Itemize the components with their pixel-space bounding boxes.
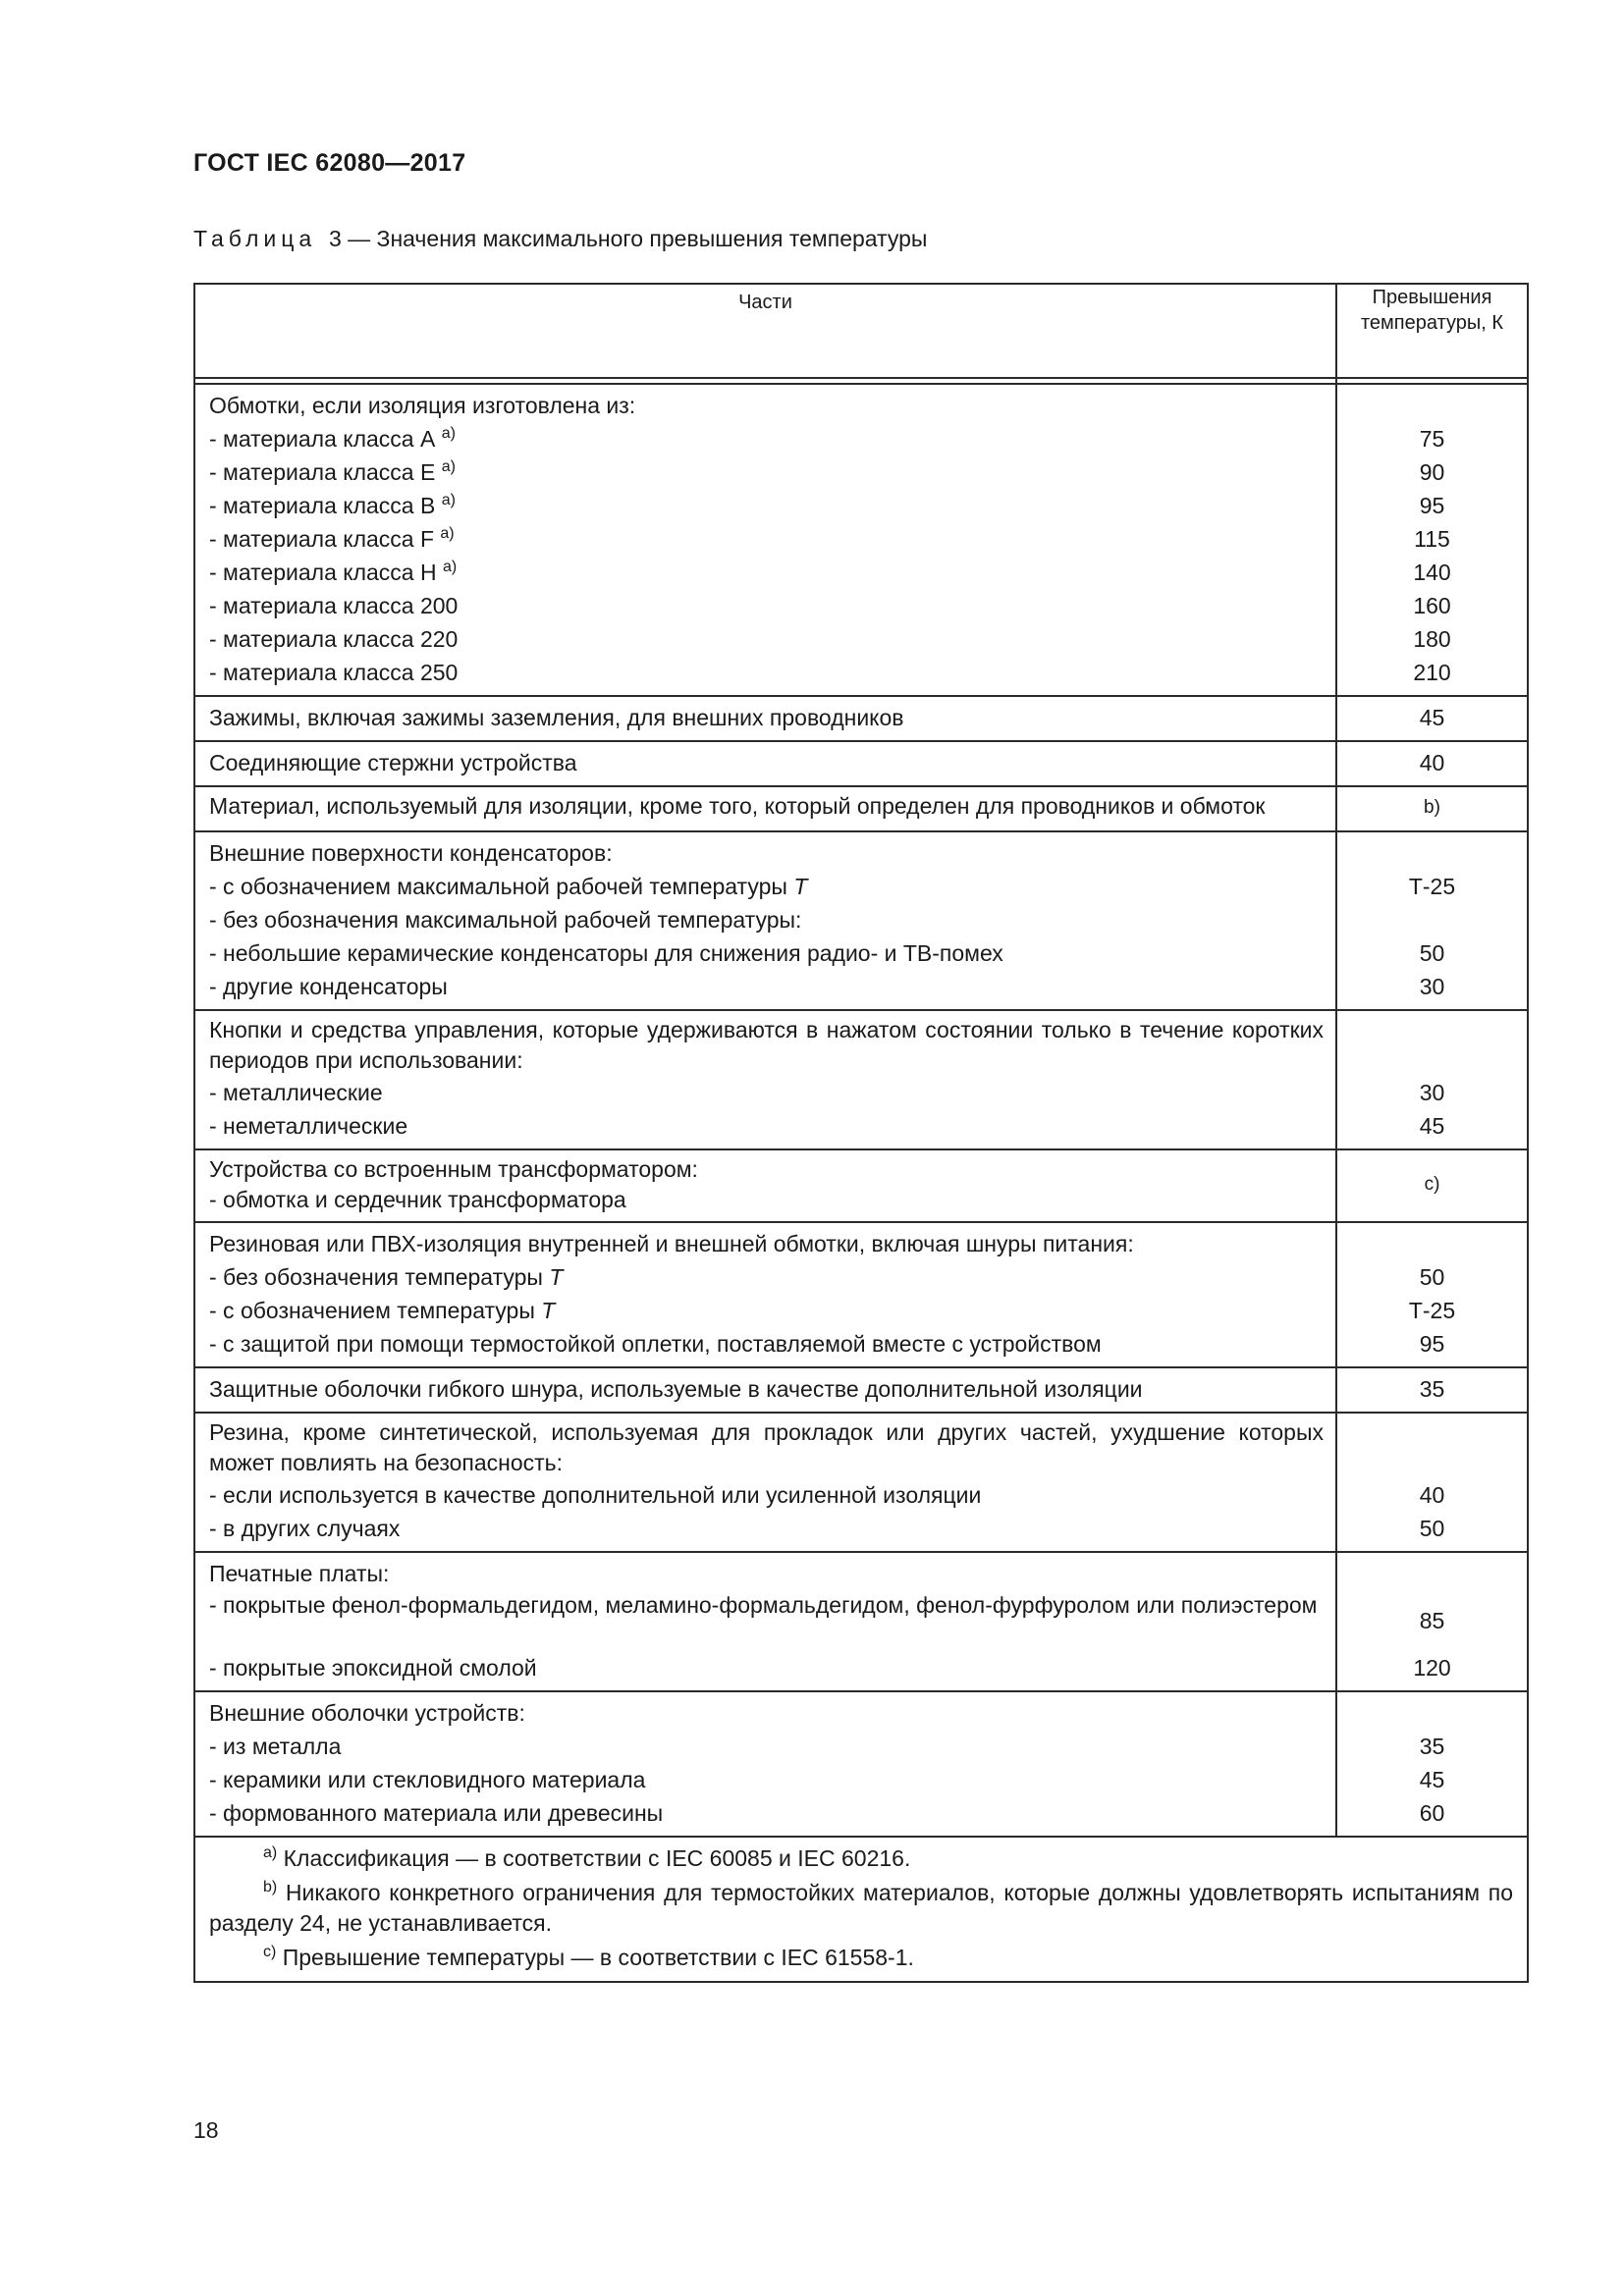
- row-title: Резина, кроме синтетической, используемая для прокладок или других частей, ухудшение которых может повлиять на безопасность:: [209, 1419, 1324, 1475]
- value: 50: [1419, 1264, 1445, 1290]
- value: 45: [1419, 1113, 1445, 1139]
- footnote-ref: a): [441, 492, 456, 508]
- row-line: - из металла: [209, 1734, 342, 1759]
- footnote-ref: a): [442, 559, 458, 575]
- footnote-ref: c): [1424, 1174, 1440, 1195]
- cell-value: [1336, 786, 1528, 831]
- column-header-temperature-rise: [1336, 284, 1528, 378]
- row-line: - материала класса В $^{a)}$: [209, 492, 456, 518]
- row-title: Печатные платы:: [209, 1561, 390, 1586]
- footnote-c: $^{c)}$ Превышение температуры — в соответствии с IEC 61558-1.: [263, 1944, 914, 1970]
- value: 75: [1419, 426, 1445, 452]
- row-line: - с обозначением максимальной рабочей температуры T: [209, 874, 808, 899]
- value: 115: [1414, 526, 1450, 552]
- row-line: - материала класса Н $^{a)}$: [209, 559, 458, 585]
- column-header-line-1: Превышения: [1372, 287, 1492, 308]
- cell-value: [1336, 384, 1528, 696]
- row-line: - материала класса 250: [209, 660, 459, 685]
- row-line: - покрытые фенол-формальдегидом, меламино-формальдегидом, фенол-фурфуролом или полиэстером: [209, 1592, 1318, 1618]
- cell-value: [1336, 1691, 1528, 1837]
- footnote-b: $^{b)}$ Никакого конкретного ограничения для термостойких материалов, которые должны удовлетворять испытаниям по разделу 24, не устанавливается.: [209, 1879, 1513, 1936]
- value: 120: [1413, 1655, 1451, 1681]
- table-row-windings: [194, 384, 1528, 696]
- table-notes: [194, 1837, 1528, 1982]
- cell-value: [1336, 1552, 1528, 1691]
- footnote-ref: b): [1424, 797, 1440, 818]
- row-line: - керамики или стекловидного материала: [209, 1767, 646, 1792]
- column-header-parts: Части: [194, 284, 1336, 378]
- row-line: - без обозначения температуры T: [209, 1264, 564, 1290]
- row-line: - материала класса F $^{a)}$: [209, 525, 455, 552]
- row-title: Кнопки и средства управления, которые удерживаются в нажатом состоянии только в течение коротких периодов при использовании:: [209, 1017, 1324, 1073]
- cell-parts: [194, 1691, 1336, 1837]
- row-line: - материала класса А $^{a)}$: [209, 425, 456, 452]
- cell-parts: [194, 1552, 1336, 1691]
- value: 50: [1419, 1516, 1445, 1541]
- row-line: - в других случаях: [209, 1516, 401, 1541]
- row-line: - покрытые эпоксидной смолой: [209, 1655, 537, 1681]
- value: 95: [1419, 493, 1445, 518]
- table-row-buttons: [194, 1010, 1528, 1149]
- row-title: Внешние оболочки устройств:: [209, 1700, 525, 1726]
- row-line: - с защитой при помощи термостойкой оплетки, поставляемой вместе с устройством: [209, 1331, 1102, 1357]
- value: 40: [1419, 1482, 1445, 1508]
- row-line: - небольшие керамические конденсаторы для снижения радио- и ТВ-помех: [209, 940, 1003, 966]
- value: 210: [1413, 660, 1451, 685]
- cell-value: [1336, 1149, 1528, 1222]
- value: 140: [1413, 560, 1451, 585]
- table-row-rubber-pvc: [194, 1222, 1528, 1367]
- row-line: - материала класса Е $^{a)}$: [209, 458, 456, 485]
- cell-value: 45: [1336, 696, 1528, 741]
- row-line: - материала класса 220: [209, 626, 459, 652]
- value: 90: [1419, 459, 1445, 485]
- cell-value: 35: [1336, 1367, 1528, 1413]
- caption-prefix: Таблица: [193, 226, 317, 251]
- value: 95: [1419, 1331, 1445, 1357]
- cell-parts: [194, 1149, 1336, 1222]
- row-title: Внешние поверхности конденсаторов:: [209, 840, 613, 866]
- temperature-rise-table: [193, 283, 1529, 1983]
- page-number: 18: [193, 2117, 219, 2143]
- row-line: - обмотка и сердечник трансформатора: [209, 1187, 626, 1212]
- caption-title: — Значения максимального превышения температуры: [348, 226, 928, 251]
- row-line: - другие конденсаторы: [209, 974, 448, 999]
- footnote-ref: a): [441, 425, 456, 442]
- row-line: - если используется в качестве дополнительной или усиленной изоляции: [209, 1482, 982, 1508]
- row-line: - металлические: [209, 1080, 383, 1105]
- row-title: Обмотки, если изоляция изготовлена из:: [209, 393, 636, 418]
- row-line: - с обозначением температуры T: [209, 1298, 556, 1323]
- document-code: ГОСТ IEC 62080—2017: [193, 149, 466, 177]
- table-row-insulation-material: [194, 786, 1528, 831]
- value: 50: [1419, 940, 1445, 966]
- row-line: - без обозначения максимальной рабочей температуры:: [209, 907, 802, 933]
- cell-parts: [194, 1010, 1336, 1149]
- cell-parts: [194, 384, 1336, 696]
- cell-parts: [194, 831, 1336, 1010]
- footnote-ref: a): [440, 525, 455, 542]
- value: 180: [1413, 626, 1451, 652]
- value: 30: [1419, 1080, 1445, 1105]
- table-row-printed-boards: [194, 1552, 1528, 1691]
- cell-value: [1336, 1222, 1528, 1367]
- value: 160: [1413, 593, 1451, 618]
- cell-parts: [194, 1222, 1336, 1367]
- value: 45: [1419, 1767, 1445, 1792]
- value: 30: [1419, 974, 1445, 999]
- table-row-terminals: [194, 696, 1528, 741]
- cell-parts: Соединяющие стержни устройства: [194, 741, 1336, 786]
- footnote-ref: a): [441, 458, 456, 475]
- value: 85: [1419, 1608, 1445, 1633]
- footnote-a: $^{a)}$ Классификация — в соответствии с IEC 60085 и IEC 60216.: [263, 1844, 911, 1871]
- value: 60: [1419, 1800, 1445, 1826]
- cell-value: 40: [1336, 741, 1528, 786]
- table-row-rubber: [194, 1413, 1528, 1552]
- cell-value: [1336, 1010, 1528, 1149]
- table-caption: [193, 226, 927, 252]
- row-title: Устройства со встроенным трансформатором:: [209, 1156, 698, 1182]
- row-line: - формованного материала или древесины: [209, 1800, 664, 1826]
- table-row-transformer: [194, 1149, 1528, 1222]
- value: Т-25: [1408, 1298, 1456, 1323]
- value: Т-25: [1408, 874, 1456, 899]
- table-row-enclosures: [194, 1691, 1528, 1837]
- cell-parts: Защитные оболочки гибкого шнура, используемые в качестве дополнительной изоляции: [194, 1367, 1336, 1413]
- row-line: - неметаллические: [209, 1113, 408, 1139]
- table-row-capacitors: [194, 831, 1528, 1010]
- table-notes-row: [194, 1837, 1528, 1982]
- table-header-row: [194, 284, 1528, 378]
- cell-parts: Материал, используемый для изоляции, кроме того, который определен для проводников и обмоток: [194, 786, 1336, 831]
- cell-value: [1336, 1413, 1528, 1552]
- row-title: Резиновая или ПВХ-изоляция внутренней и внешней обмотки, включая шнуры питания:: [209, 1231, 1134, 1256]
- row-line: - материала класса 200: [209, 593, 459, 618]
- table-row-cord-sheaths: [194, 1367, 1528, 1413]
- value: 35: [1419, 1734, 1445, 1759]
- cell-parts: Зажимы, включая зажимы заземления, для внешних проводников: [194, 696, 1336, 741]
- cell-parts: [194, 1413, 1336, 1552]
- column-header-line-2: температуры, К: [1361, 312, 1503, 334]
- table-row-connecting-rods: [194, 741, 1528, 786]
- caption-number: 3: [328, 226, 342, 251]
- cell-value: [1336, 831, 1528, 1010]
